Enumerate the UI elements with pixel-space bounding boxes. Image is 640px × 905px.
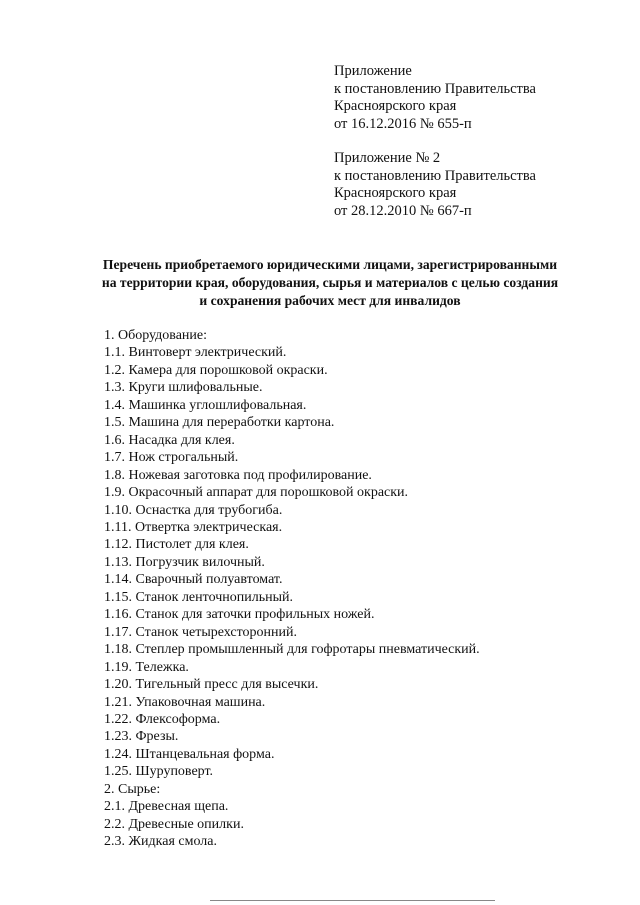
list-item: 1.19. Тележка. [104, 659, 189, 675]
list-item: 2.3. Жидкая смола. [104, 834, 217, 850]
appendix-line: Приложение [334, 63, 412, 79]
section-heading-raw-materials: 2. Сырье: [104, 781, 161, 797]
list-item: 1.1. Винтоверт электрический. [104, 345, 287, 361]
list-item: 2.2. Древесные опилки. [104, 816, 244, 832]
section-heading-equipment: 1. Оборудование: [104, 328, 208, 343]
title-line: и сохранения рабочих мест для инвалидов [199, 293, 461, 308]
list-item: 1.4. Машинка углошлифовальная. [104, 397, 307, 413]
list-item: 1.21. Упаковочная машина. [104, 694, 266, 710]
appendix-line: Красноярского края [334, 185, 457, 201]
appendix-line: к постановлению Правительства [334, 80, 536, 97]
list-item: 1.23. Фрезы. [104, 729, 179, 745]
appendix-line: Приложение № 2 [334, 150, 441, 166]
list-item: 1.15. Станок ленточнопильный. [104, 589, 293, 605]
list-item: 2.1. Древесная щепа. [104, 799, 229, 815]
appendix-header-1 [334, 63, 536, 133]
list-item: 1.11. Отвертка электрическая. [104, 519, 283, 535]
items-list [104, 327, 480, 851]
list-item: 1.22. Флексоформа. [104, 711, 221, 727]
appendix-line: от 16.12.2016 № 655-п [334, 115, 472, 132]
appendix-line: Красноярского края [334, 98, 457, 114]
appendix-line: от 28.12.2010 № 667-п [334, 202, 472, 219]
list-item: 1.10. Оснастка для трубогиба. [104, 502, 283, 518]
list-item: 1.5. Машина для переработки картона. [104, 415, 335, 431]
list-item: 1.16. Станок для заточки профильных ножей. [104, 607, 375, 623]
list-item: 1.24. Штанцевальная форма. [104, 746, 275, 762]
list-item: 1.14. Сварочный полуавтомат. [104, 572, 283, 588]
list-item: 1.18. Степлер промышленный для гофротары пневматический. [104, 642, 480, 658]
list-item: 1.20. Тигельный пресс для высечки. [104, 677, 319, 693]
list-item: 1.25. Шуруповерт. [104, 764, 214, 780]
list-item: 1.12. Пистолет для клея. [104, 537, 249, 553]
title-line: Перечень приобретаемого юридическими лицами, зарегистрированными [102, 257, 558, 272]
appendix-line: к постановлению Правительства [334, 167, 536, 184]
list-item: 1.8. Ножевая заготовка под профилирование. [104, 467, 372, 483]
list-item: 1.13. Погрузчик вилочный. [104, 554, 265, 570]
list-item: 1.2. Камера для порошковой окраски. [104, 362, 328, 378]
document-title [40, 256, 620, 310]
title-line: на территории края, оборудования, сырья и материалов с целью создания [101, 275, 559, 290]
list-item: 1.6. Насадка для клея. [104, 432, 235, 448]
appendix-header-2 [334, 150, 536, 220]
bottom-divider [210, 900, 495, 901]
list-item: 1.7. Нож строгальный. [104, 450, 239, 466]
list-item: 1.17. Станок четырехсторонний. [104, 624, 297, 640]
list-item: 1.9. Окрасочный аппарат для порошковой окраски. [104, 485, 409, 501]
list-item: 1.3. Круги шлифовальные. [104, 380, 263, 396]
